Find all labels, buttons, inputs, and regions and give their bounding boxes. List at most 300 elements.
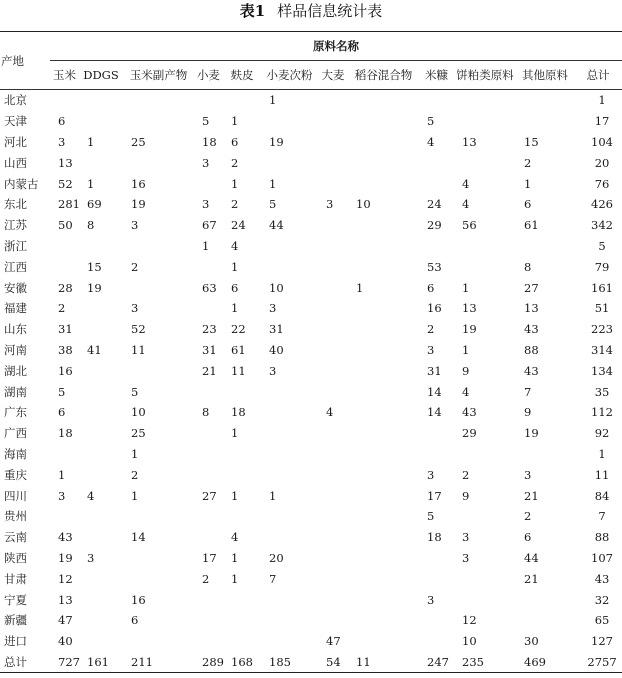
row-total-cell: 7 (598, 509, 606, 524)
value-cell: 31 (269, 322, 284, 337)
origin-cell: 浙江 (4, 238, 27, 253)
row-total-cell: 314 (591, 342, 613, 357)
value-cell (348, 444, 419, 465)
value-cell: 28 (58, 280, 73, 295)
origin-cell: 东北 (4, 197, 27, 212)
value-cell (194, 256, 223, 277)
origin-cell: 北京 (4, 93, 27, 108)
value-cell: 19 (87, 280, 102, 295)
value-cell: 6 (427, 280, 435, 295)
value-cell: 88 (524, 342, 539, 357)
value-cell: 24 (231, 218, 246, 233)
value-cell (419, 173, 454, 194)
header-row-group (0, 32, 622, 61)
value-cell: 43 (462, 405, 477, 420)
value-cell: 44 (269, 218, 284, 233)
value-cell (261, 464, 318, 485)
value-cell: 53 (427, 259, 442, 274)
value-cell: 61 (231, 342, 246, 357)
value-cell (79, 236, 123, 257)
value-cell (454, 589, 516, 610)
origin-cell: 总计 (0, 652, 50, 673)
value-cell (419, 610, 454, 631)
value-cell: 31 (58, 322, 73, 337)
row-total-cell: 161 (591, 280, 613, 295)
value-cell: 61 (524, 218, 539, 233)
column-header: 总计 (574, 61, 622, 90)
origin-cell: 云南 (4, 530, 27, 545)
value-cell: 1 (231, 426, 239, 441)
origin-cell: 山东 (4, 322, 27, 337)
value-cell (79, 506, 123, 527)
value-cell (261, 111, 318, 132)
table-row (0, 589, 622, 610)
value-cell (318, 464, 348, 485)
value-cell (261, 631, 318, 652)
table-row (0, 215, 622, 236)
value-cell: 1 (231, 571, 239, 586)
value-cell: 13 (462, 301, 477, 316)
value-cell: 17 (427, 488, 442, 503)
value-cell: 2 (524, 155, 532, 170)
value-cell: 3 (202, 197, 210, 212)
value-cell (261, 527, 318, 548)
value-cell (348, 527, 419, 548)
value-cell: 20 (269, 550, 284, 565)
value-cell (318, 132, 348, 153)
value-cell (318, 152, 348, 173)
value-cell (318, 215, 348, 236)
value-cell: 11 (131, 342, 146, 357)
value-cell (348, 610, 419, 631)
value-cell (79, 90, 123, 111)
value-cell: 11 (231, 363, 246, 378)
value-cell (123, 111, 194, 132)
material-group-header: 原料名称 (50, 32, 622, 61)
value-cell: 29 (462, 426, 477, 441)
value-cell (79, 360, 123, 381)
value-cell: 9 (462, 488, 470, 503)
value-cell (194, 589, 223, 610)
value-cell: 13 (58, 155, 73, 170)
value-cell (348, 236, 419, 257)
value-cell (348, 423, 419, 444)
table-row (0, 360, 622, 381)
row-total-cell: 5 (598, 238, 606, 253)
value-cell: 16 (131, 176, 146, 191)
sample-info-table (0, 31, 622, 673)
total-row (0, 652, 622, 673)
value-cell (194, 527, 223, 548)
row-total-cell: 79 (594, 259, 610, 274)
value-cell: 3 (427, 592, 435, 607)
value-cell: 67 (202, 218, 217, 233)
value-cell: 2 (462, 467, 470, 482)
value-cell (516, 589, 574, 610)
value-cell (348, 548, 419, 569)
value-cell (419, 444, 454, 465)
value-cell: 27 (202, 488, 217, 503)
value-cell (79, 589, 123, 610)
value-cell: 6 (58, 114, 66, 129)
table-row (0, 506, 622, 527)
table-row (0, 485, 622, 506)
value-cell (348, 256, 419, 277)
value-cell: 14 (427, 405, 442, 420)
table-row (0, 236, 622, 257)
table-number: 表1 (239, 2, 266, 20)
value-cell: 18 (231, 405, 246, 420)
value-cell (50, 90, 79, 111)
value-cell (454, 444, 516, 465)
value-cell: 9 (524, 405, 532, 420)
value-cell: 8 (202, 405, 210, 420)
value-cell (223, 631, 261, 652)
value-cell (318, 236, 348, 257)
value-cell: 12 (462, 613, 477, 628)
value-cell (348, 589, 419, 610)
row-total-cell: 43 (594, 571, 610, 586)
row-total-cell: 84 (594, 488, 610, 503)
column-header: 稻谷混合物 (348, 61, 419, 90)
value-cell: 1 (524, 176, 532, 191)
value-cell (419, 152, 454, 173)
value-cell: 4 (231, 238, 239, 253)
value-cell: 21 (524, 571, 539, 586)
value-cell: 69 (87, 197, 102, 212)
value-cell: 9 (462, 363, 470, 378)
value-cell (348, 485, 419, 506)
value-cell: 1 (231, 259, 239, 274)
value-cell: 63 (202, 280, 217, 295)
value-cell: 52 (58, 176, 73, 191)
value-cell (50, 256, 79, 277)
value-cell (194, 423, 223, 444)
value-cell (516, 444, 574, 465)
value-cell (261, 444, 318, 465)
value-cell: 38 (58, 342, 73, 357)
value-cell: 15 (87, 259, 102, 274)
value-cell: 4 (326, 405, 334, 420)
value-cell: 1 (87, 176, 95, 191)
value-cell: 19 (462, 322, 477, 337)
value-cell: 11 (348, 652, 419, 673)
row-total-cell: 32 (594, 592, 610, 607)
value-cell (318, 360, 348, 381)
value-cell: 21 (524, 488, 539, 503)
table-row (0, 132, 622, 153)
value-cell: 16 (427, 301, 442, 316)
row-total-cell: 104 (591, 134, 613, 149)
value-cell: 5 (269, 197, 277, 212)
value-cell (79, 568, 123, 589)
value-cell: 6 (524, 530, 532, 545)
value-cell (318, 173, 348, 194)
value-cell (419, 631, 454, 652)
value-cell: 18 (427, 530, 442, 545)
value-cell: 185 (261, 652, 318, 673)
value-cell: 21 (202, 363, 217, 378)
value-cell: 2 (131, 467, 139, 482)
value-cell: 4 (231, 530, 239, 545)
value-cell (261, 402, 318, 423)
row-total-cell: 17 (594, 114, 610, 129)
value-cell: 3 (427, 342, 435, 357)
value-cell: 10 (356, 197, 371, 212)
table-row (0, 277, 622, 298)
origin-cell: 新疆 (4, 613, 27, 628)
value-cell (223, 444, 261, 465)
value-cell (194, 506, 223, 527)
value-cell: 289 (194, 652, 223, 673)
value-cell: 1 (356, 280, 364, 295)
value-cell: 43 (524, 363, 539, 378)
table-caption (0, 2, 622, 20)
value-cell: 5 (58, 384, 66, 399)
value-cell (261, 423, 318, 444)
table-title: 样品信息统计表 (277, 2, 383, 20)
value-cell: 3 (427, 467, 435, 482)
value-cell (454, 236, 516, 257)
value-cell (348, 132, 419, 153)
column-header: 饼粕类原料 (454, 61, 516, 90)
table-row (0, 194, 622, 215)
value-cell: 40 (58, 634, 73, 649)
table-row (0, 298, 622, 319)
value-cell (79, 464, 123, 485)
value-cell: 43 (524, 322, 539, 337)
column-header: 小麦 (194, 61, 223, 90)
value-cell (318, 340, 348, 361)
value-cell (348, 215, 419, 236)
value-cell (50, 444, 79, 465)
value-cell: 2 (58, 301, 66, 316)
value-cell (79, 610, 123, 631)
table-row (0, 464, 622, 485)
value-cell: 4 (462, 176, 470, 191)
value-cell: 19 (58, 550, 73, 565)
origin-cell: 广东 (4, 405, 27, 420)
value-cell (79, 319, 123, 340)
value-cell (318, 610, 348, 631)
value-cell: 1 (202, 238, 210, 253)
value-cell: 3 (326, 197, 334, 212)
value-cell (348, 152, 419, 173)
origin-cell: 江西 (4, 259, 27, 274)
value-cell (348, 360, 419, 381)
value-cell (419, 548, 454, 569)
value-cell (348, 381, 419, 402)
value-cell (348, 319, 419, 340)
origin-cell: 海南 (4, 446, 27, 461)
value-cell (261, 152, 318, 173)
value-cell (194, 631, 223, 652)
value-cell: 5 (427, 509, 435, 524)
value-cell: 3 (87, 550, 95, 565)
value-cell (223, 506, 261, 527)
value-cell (454, 152, 516, 173)
value-cell: 5 (131, 384, 139, 399)
column-header: 大麦 (318, 61, 348, 90)
value-cell: 50 (58, 218, 73, 233)
value-cell (261, 256, 318, 277)
value-cell (318, 485, 348, 506)
value-cell: 1 (462, 280, 470, 295)
origin-cell: 湖北 (4, 363, 27, 378)
table-row (0, 319, 622, 340)
value-cell: 3 (58, 488, 66, 503)
value-cell: 6 (524, 197, 532, 212)
value-cell: 2 (131, 259, 139, 274)
value-cell: 1 (87, 134, 95, 149)
value-cell: 2 (231, 197, 239, 212)
value-cell (261, 381, 318, 402)
value-cell (454, 568, 516, 589)
value-cell (261, 610, 318, 631)
row-total-cell: 92 (594, 426, 610, 441)
header-row-columns (0, 61, 622, 90)
value-cell: 7 (524, 384, 532, 399)
table-row (0, 548, 622, 569)
value-cell (318, 548, 348, 569)
value-cell (79, 402, 123, 423)
value-cell (318, 568, 348, 589)
value-cell: 40 (269, 342, 284, 357)
value-cell: 14 (131, 530, 146, 545)
row-total-cell: 1 (598, 446, 606, 461)
value-cell (79, 527, 123, 548)
value-cell: 4 (87, 488, 95, 503)
value-cell: 6 (131, 613, 139, 628)
value-cell: 10 (269, 280, 284, 295)
value-cell: 1 (131, 488, 139, 503)
value-cell (79, 152, 123, 173)
value-cell (79, 298, 123, 319)
value-cell: 1 (231, 176, 239, 191)
value-cell (194, 298, 223, 319)
value-cell: 12 (58, 571, 73, 586)
value-cell (419, 236, 454, 257)
value-cell: 1 (231, 114, 239, 129)
value-cell: 18 (202, 134, 217, 149)
value-cell (318, 90, 348, 111)
value-cell: 31 (427, 363, 442, 378)
value-cell: 1 (231, 488, 239, 503)
value-cell: 5 (202, 114, 210, 129)
value-cell (318, 256, 348, 277)
value-cell (348, 568, 419, 589)
value-cell (50, 236, 79, 257)
column-header: 玉米副产物 (123, 61, 194, 90)
value-cell: 4 (462, 197, 470, 212)
origin-column-header: 产地 (0, 32, 50, 90)
value-cell: 17 (202, 550, 217, 565)
value-cell (123, 568, 194, 589)
origin-cell: 陕西 (4, 550, 27, 565)
row-total-cell: 20 (594, 155, 610, 170)
value-cell: 3 (269, 363, 277, 378)
value-cell (79, 444, 123, 465)
table-row (0, 381, 622, 402)
value-cell: 1 (231, 301, 239, 316)
value-cell: 3 (202, 155, 210, 170)
value-cell (123, 506, 194, 527)
column-header: 玉米 (50, 61, 79, 90)
value-cell: 14 (427, 384, 442, 399)
value-cell: 469 (516, 652, 574, 673)
value-cell: 7 (269, 571, 277, 586)
value-cell: 1 (269, 488, 277, 503)
value-cell: 47 (58, 613, 73, 628)
value-cell: 3 (462, 550, 470, 565)
value-cell: 25 (131, 134, 146, 149)
value-cell: 25 (131, 426, 146, 441)
value-cell: 19 (269, 134, 284, 149)
value-cell: 41 (87, 342, 102, 357)
table-row (0, 90, 622, 111)
column-header: 小麦次粉 (261, 61, 318, 90)
value-cell: 15 (524, 134, 539, 149)
value-cell: 3 (269, 301, 277, 316)
value-cell (454, 111, 516, 132)
value-cell: 13 (58, 592, 73, 607)
value-cell: 56 (462, 218, 477, 233)
value-cell: 6 (231, 134, 239, 149)
value-cell (348, 506, 419, 527)
value-cell (318, 423, 348, 444)
value-cell (79, 631, 123, 652)
value-cell (123, 277, 194, 298)
row-total-cell: 112 (591, 405, 613, 420)
value-cell (318, 111, 348, 132)
value-cell: 1 (131, 446, 139, 461)
value-cell (194, 90, 223, 111)
origin-cell: 福建 (4, 301, 27, 316)
value-cell (516, 610, 574, 631)
value-cell (348, 111, 419, 132)
row-total-cell: 134 (591, 363, 613, 378)
value-cell: 8 (87, 218, 95, 233)
value-cell (223, 381, 261, 402)
value-cell: 3 (131, 301, 139, 316)
origin-cell: 湖南 (4, 384, 27, 399)
value-cell (348, 298, 419, 319)
value-cell: 2 (202, 571, 210, 586)
value-cell (516, 111, 574, 132)
table-row (0, 340, 622, 361)
value-cell (261, 236, 318, 257)
value-cell (123, 90, 194, 111)
column-header: 米糠 (419, 61, 454, 90)
origin-cell: 进口 (4, 634, 27, 649)
table-row (0, 631, 622, 652)
value-cell: 3 (58, 134, 66, 149)
value-cell (318, 527, 348, 548)
row-total-cell: 51 (594, 301, 610, 316)
row-total-cell: 426 (591, 197, 613, 212)
origin-cell: 安徽 (4, 280, 27, 295)
value-cell: 10 (462, 634, 477, 649)
value-cell: 13 (524, 301, 539, 316)
origin-cell: 内蒙古 (4, 176, 39, 191)
value-cell: 727 (50, 652, 79, 673)
value-cell (194, 610, 223, 631)
value-cell (419, 568, 454, 589)
value-cell (419, 423, 454, 444)
value-cell: 19 (524, 426, 539, 441)
value-cell: 44 (524, 550, 539, 565)
value-cell: 235 (454, 652, 516, 673)
